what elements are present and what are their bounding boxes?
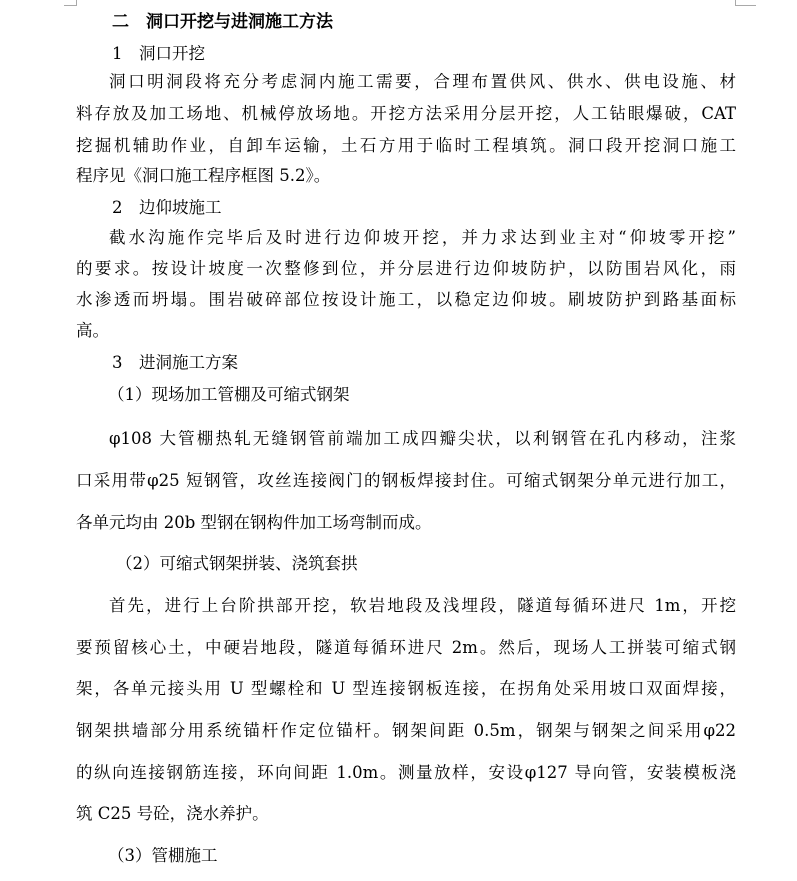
- paragraph-line: 挖掘机辅助作业，自卸车运输，土石方用于临时工程填筑。洞口段开挖洞口施工: [76, 136, 736, 155]
- paragraph-line: φ108 大管棚热轧无缝钢管前端加工成四瓣尖状，以利钢管在孔内移动，注浆: [109, 429, 736, 448]
- paragraph-line: 料存放及加工场地、机械停放场地。开挖方法采用分层开挖，人工钻眼爆破，CAT: [76, 104, 736, 123]
- subsection-title-2: 2 边仰坡施工: [112, 198, 222, 217]
- paragraph-line: 架，各单元接头用 U 型螺栓和 U 型连接钢板连接，在拐角处采用坡口双面焊接，: [76, 679, 736, 698]
- paragraph-line: 口采用带φ25 短钢管，攻丝连接阀门的钢板焊接封住。可缩式钢架分单元进行加工，: [76, 471, 736, 490]
- paragraph-line: 水渗透而坍塌。围岩破碎部位按设计施工，以稳定边仰坡。刷坡防护到路基面标: [76, 290, 736, 309]
- paragraph-line: 要预留核心土，中硬岩地段，隧道每循环进尺 2m。然后，现场人工拼装可缩式钢: [76, 638, 736, 657]
- paragraph-line: 的纵向连接钢筋连接，环向间距 1.0m。测量放样，安设φ127 导向管，安装模板浇: [76, 763, 736, 782]
- sub-item-title-3: （3）管棚施工: [108, 846, 218, 865]
- paragraph-line: 洞口明洞段将充分考虑洞内施工需要，合理布置供风、供水、供电设施、材: [109, 72, 736, 91]
- sub-item-title-2: （2）可缩式钢架拼装、浇筑套拱: [116, 554, 358, 573]
- sub-item-title-1: （1）现场加工管棚及可缩式钢架: [108, 385, 350, 404]
- paragraph-line: 的要求。按设计坡度一次整修到位，并分层进行边仰坡防护，以防围岩风化，雨: [76, 259, 736, 278]
- paragraph-line: 截水沟施作完毕后及时进行边仰坡开挖，并力求达到业主对“仰坡零开挖”: [109, 228, 736, 247]
- subsection-title-1: 1 洞口开挖: [112, 44, 205, 63]
- paragraph-line: 钢架拱墙部分用系统锚杆作定位锚杆。钢架间距 0.5m，钢架与钢架之间采用φ22: [76, 721, 736, 740]
- crop-mark-top-left: [64, 0, 77, 6]
- section-heading: 二 洞口开挖与进洞施工方法: [112, 12, 333, 32]
- paragraph-line: 各单元均由 20b 型钢在钢构件加工场弯制而成。: [76, 513, 432, 532]
- paragraph-line: 高。: [76, 321, 109, 340]
- paragraph-line: 程序见《洞口施工程序框图 5.2》。: [76, 166, 331, 185]
- paragraph-line: 首先，进行上台阶拱部开挖，软岩地段及浅埋段，隧道每循环进尺 1m，开挖: [109, 596, 736, 615]
- subsection-title-3: 3 进洞施工方案: [112, 353, 238, 372]
- paragraph-line: 筑 C25 号砼，浇水养护。: [76, 804, 269, 823]
- crop-mark-top-right: [735, 0, 756, 6]
